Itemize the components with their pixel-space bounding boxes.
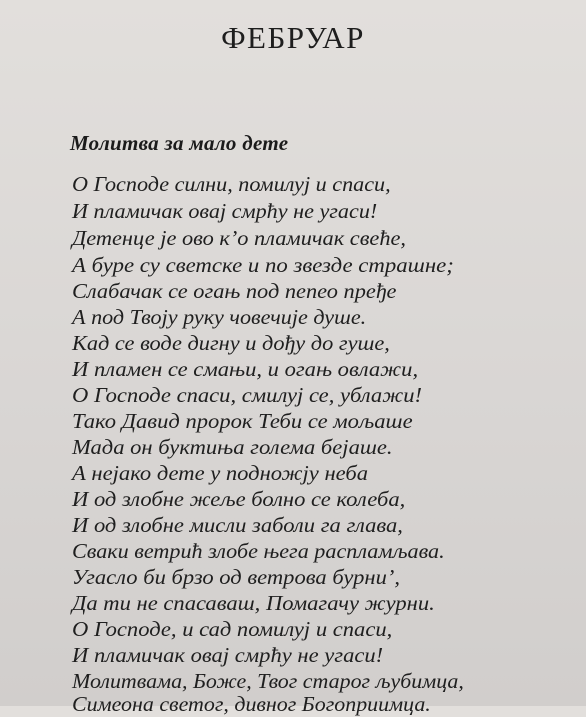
poem-line: Сваки ветрић злобе њега распламљава. <box>72 539 445 563</box>
poem-line: А буре су светске и по звезде страшне; <box>72 253 454 277</box>
poem-line: А нејако дете у подножју неба <box>72 461 369 485</box>
poem-line: Тако Давид пророк Теби се мољаше <box>72 409 413 433</box>
poem-line: А под Твоју руку човечије душе. <box>72 305 367 329</box>
poem-line: И пламен се смањи, и огањ овлажи, <box>72 357 419 381</box>
poem-title: Молитва за мало дете <box>70 131 289 155</box>
poem-line: Детенце је ово к’о пламичак свеће, <box>72 226 407 250</box>
poem-line: О Господе силни, помилуј и спаси, <box>72 172 391 196</box>
poem-line: Мада он буктиња голема бејаше. <box>72 435 393 459</box>
poem-line: Слабачак се огањ под пепео пређе <box>72 279 397 303</box>
poem-line: Угасло би брзо од ветрова бурни’, <box>72 565 401 589</box>
poem-line: И од злобне мисли заболи га глава, <box>72 513 403 537</box>
poem-line: Симеона светог, дивног Богоприимца. <box>72 692 431 716</box>
poem-line: О Господе, и сад помилуј и спаси, <box>72 617 393 641</box>
poem-line: Да ти не спасаваш, Помагачу журни. <box>72 591 435 615</box>
poem-line: О Господе спаси, смилуј се, ублажи! <box>72 383 423 407</box>
poem-line: И пламичак овај смрћу не угаси! <box>72 643 384 667</box>
poem-line: И пламичак овај смрћу не угаси! <box>72 199 378 223</box>
poem-line: И од злобне жеље болно се колеба, <box>72 487 406 511</box>
page-heading: ФЕБРУАР <box>221 20 365 55</box>
poem-line: Кад се воде дигну и дођу до гуше, <box>72 331 390 355</box>
poem-line: Молитвама, Боже, Твог старог љубимца, <box>72 669 464 693</box>
